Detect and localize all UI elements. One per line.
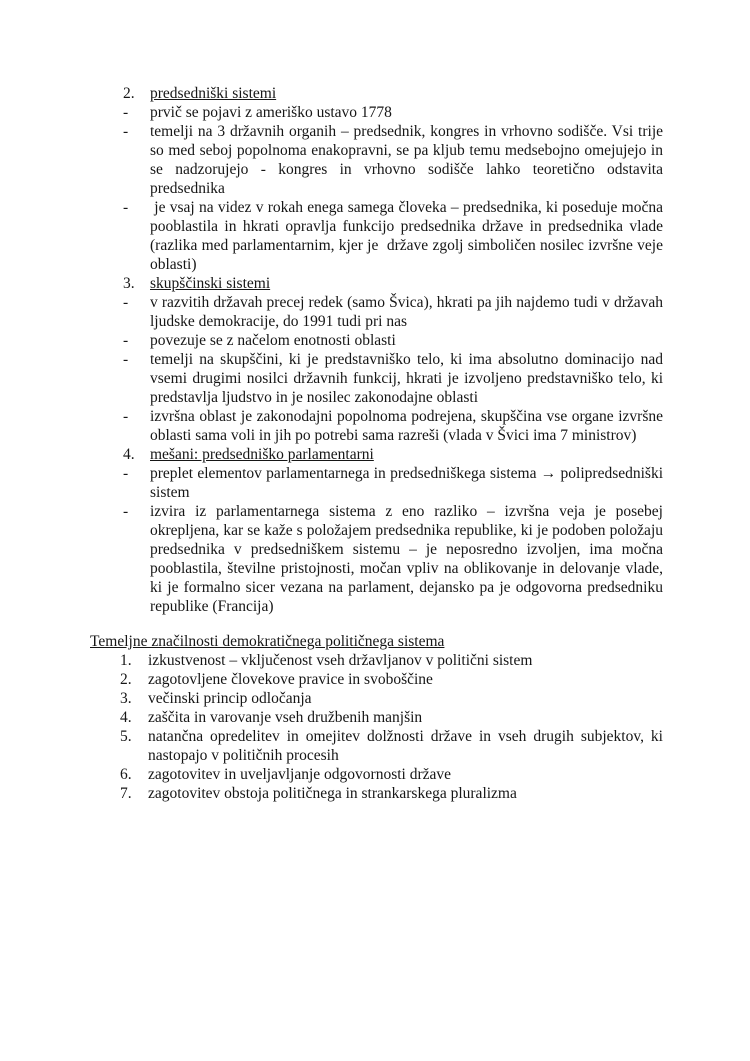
item-number: 2. xyxy=(120,671,132,688)
bullet-item xyxy=(90,122,663,198)
item-number: 4. xyxy=(120,709,132,726)
item-number: 6. xyxy=(120,766,132,783)
list-item-mixed-systems xyxy=(90,445,663,464)
list-item xyxy=(90,670,663,689)
section-heading: Temeljne značilnosti demokratičnega političnega sistema xyxy=(90,633,445,650)
item-number: 4. xyxy=(123,446,135,463)
bullet-item xyxy=(90,293,663,331)
dash-bullet: - xyxy=(123,104,129,121)
item-text: zaščita in varovanje vseh družbenih manjšin xyxy=(148,709,423,726)
item-number: 3. xyxy=(120,690,132,707)
bullet-text: izvira iz parlamentarnega sistema z eno razliko – izvršna veja je posebej okrepljena, kar se kaže s položajem predsednika republike, ki je podoben položaju predsednika v predsedniškem sistemu – je neposredno izvoljen, ima močna pooblastila, številne pristojnosti, močan vpliv na oblikovanje in delovanje vlade, ki je formalno sicer vezana na parlament, dejansko pa je odgovorna predsedniku republike (Francija) xyxy=(150,503,663,615)
bullet-item xyxy=(90,198,663,274)
bullet-text: temelji na 3 državnih organih – predsednik, kongres in vrhovno sodišče. Vsi trije so med seboj popolnoma enakopravni, se pa kljub temu medsebojno omejujejo in se nadzorujejo - kongres in vrhovno sodišče lahko teoretično odstavita predsednika xyxy=(150,123,663,197)
bullet-text: prvič se pojavi z ameriško ustavo 1778 xyxy=(150,104,392,121)
bullet-text: je vsaj na videz v rokah enega samega človeka – predsednika, ki poseduje močna pooblastila in hkrati opravlja funkcijo predsednika države in predsednika vlade (razlika med parlamentarnim, kjer je države zgolj simboličen nosilec izvršne veje oblasti) xyxy=(150,199,663,273)
list-item-assembly-systems xyxy=(90,274,663,293)
item-text: zagotovitev in uveljavljanje odgovornosti države xyxy=(148,766,452,783)
bullet-text: izvršna oblast je zakonodajni popolnoma podrejena, skupščina vse organe izvršne oblasti sama voli in jih po potrebi sama razreši (vlada v Švici ima 7 ministrov) xyxy=(150,408,663,444)
item-text: večinski princip odločanja xyxy=(148,690,312,707)
list-item xyxy=(90,708,663,727)
dash-bullet: - xyxy=(123,123,129,140)
dash-bullet: - xyxy=(123,332,129,349)
item-text: zagotovitev obstoja političnega in strankarskega pluralizma xyxy=(148,785,517,802)
item-title: predsedniški sistemi xyxy=(150,85,277,102)
dash-bullet: - xyxy=(123,351,129,368)
bullet-text: povezuje se z načelom enotnosti oblasti xyxy=(150,332,396,349)
democratic-characteristics-section xyxy=(90,632,663,803)
page-content xyxy=(90,84,663,803)
bullet-item xyxy=(90,464,663,502)
bullet-item xyxy=(90,407,663,445)
list-item xyxy=(90,651,663,670)
bullet-item xyxy=(90,350,663,407)
item-title: mešani: predsedniško parlamentarni xyxy=(150,446,374,463)
item-number: 1. xyxy=(120,652,132,669)
dash-bullet: - xyxy=(123,503,129,520)
political-systems-section xyxy=(90,84,663,616)
dash-bullet: - xyxy=(123,199,129,216)
item-number: 2. xyxy=(123,85,135,102)
bullet-item xyxy=(90,103,663,122)
dash-bullet: - xyxy=(123,294,129,311)
item-number: 7. xyxy=(120,785,132,802)
dash-bullet: - xyxy=(123,408,129,425)
bullet-text: v razvitih državah precej redek (samo Švica), hkrati pa jih najdemo tudi v državah ljudske demokracije, do 1991 tudi pri nas xyxy=(150,294,663,330)
item-number: 5. xyxy=(120,728,132,745)
item-text: zagotovljene človekove pravice in svoboščine xyxy=(148,671,433,688)
dash-bullet: - xyxy=(123,465,129,482)
item-text: izkustvenost – vključenost vseh državljanov v politični sistem xyxy=(148,652,533,669)
list-item-presidential-systems xyxy=(90,84,663,103)
list-item xyxy=(90,689,663,708)
bullet-text: temelji na skupščini, ki je predstavniško telo, ki ima absolutno dominacijo nad vsemi drugimi nosilci državnih funkcij, hkrati je izvoljeno predstavniško telo, ki predstavlja ljudstvo in je nosilec zakonodajne oblasti xyxy=(150,351,663,406)
bullet-text: preplet elementov parlamentarnega in predsedniškega sistema → polipredsedniški sistem xyxy=(150,465,663,501)
item-title: skupščinski sistemi xyxy=(150,275,271,292)
list-item xyxy=(90,727,663,765)
item-number: 3. xyxy=(123,275,135,292)
list-item xyxy=(90,784,663,803)
bullet-item xyxy=(90,331,663,350)
item-text: natančna opredelitev in omejitev dolžnosti države in vseh drugih subjektov, ki nastopajo v političnih procesih xyxy=(148,728,663,764)
list-item xyxy=(90,765,663,784)
bullet-item xyxy=(90,502,663,616)
